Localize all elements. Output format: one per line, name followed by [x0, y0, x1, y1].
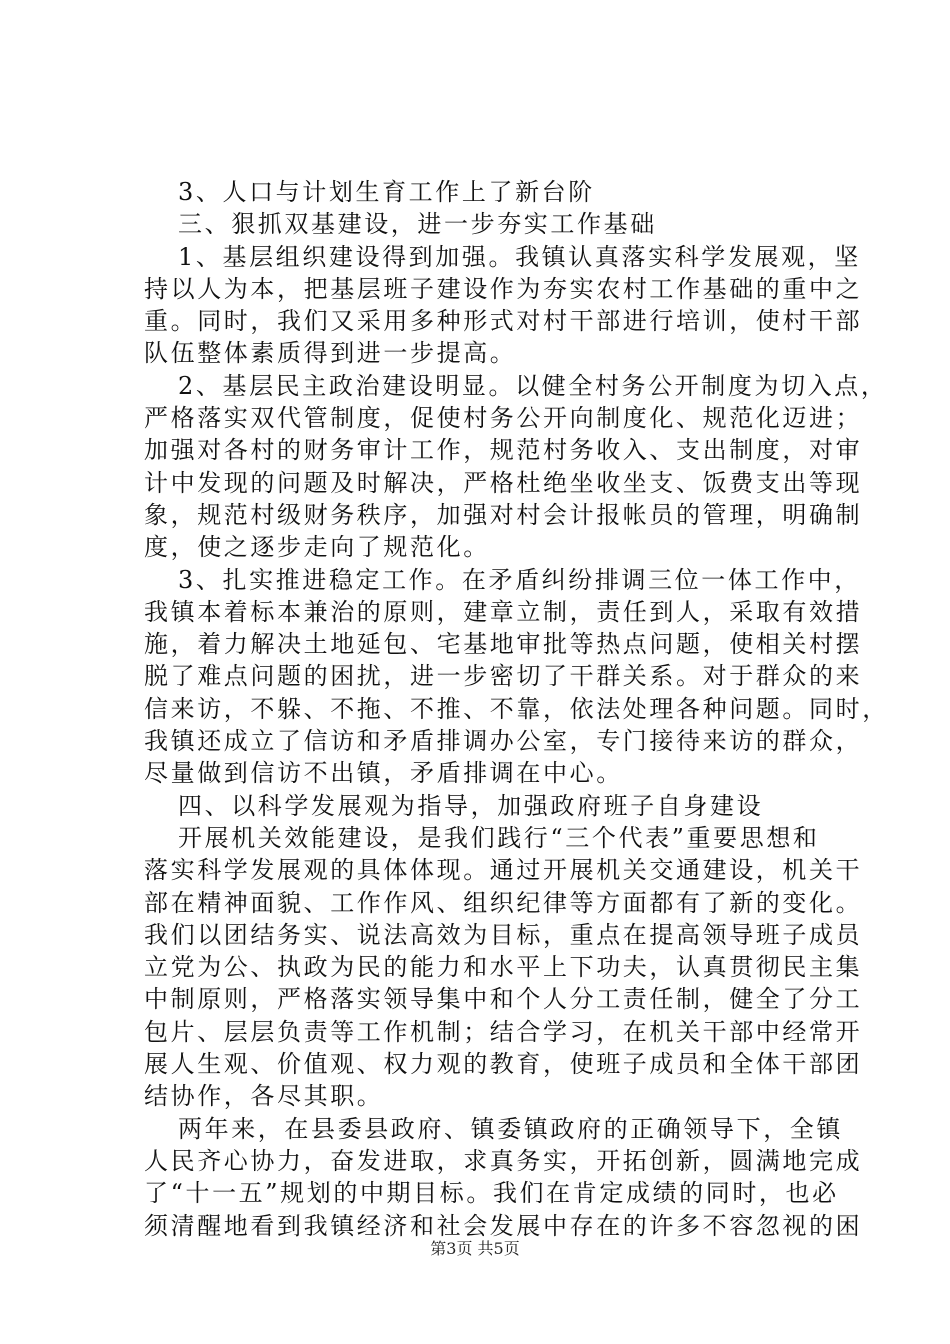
text-line: 包片、层层负责等工作机制；结合学习，在机关干部中经常开 [144, 1017, 863, 1046]
text-line: 两年来，在县委县政府、镇委镇政府的正确领导下，全镇 [178, 1114, 843, 1143]
text-line: 1、基层组织建设得到加强。我镇认真落实科学发展观，坚 [178, 242, 861, 271]
text-line: 象，规范村级财务秩序，加强对村会计报帐员的管理，明确制 [144, 500, 863, 529]
text-line: 须清醒地看到我镇经济和社会发展中存在的许多不容忽视的困 [144, 1211, 863, 1240]
text-line: 我们以团结务实、说法高效为目标，重点在提高领导班子成员 [144, 920, 863, 949]
text-line: 我镇还成立了信访和矛盾排调办公室，专门接待来访的群众， [144, 727, 863, 756]
text-line: 我镇本着标本兼治的原则，建章立制，责任到人，采取有效措 [144, 597, 863, 626]
text-line: 计中发现的问题及时解决，严格杜绝坐收坐支、饭费支出等现 [144, 468, 863, 497]
text-line: 2、基层民主政治建设明显。以健全村务公开制度为切入点， [178, 371, 888, 400]
text-line: 持以人为本，把基层班子建设作为夯实农村工作基础的重中之 [144, 274, 863, 303]
text-line: 3、人口与计划生育工作上了新台阶 [178, 178, 595, 206]
text-line: 了“十一五”规划的中期目标。我们在肯定成绩的同时，也必 [144, 1179, 839, 1208]
text-line: 三、狠抓双基建设，进一步夯实工作基础 [178, 210, 657, 239]
text-line: 脱了难点问题的困扰，进一步密切了干群关系。对于群众的来 [144, 662, 863, 691]
text-line: 部在精神面貌、工作作风、组织纪律等方面都有了新的变化。 [144, 888, 863, 917]
text-line: 展人生观、价值观、权力观的教育，使班子成员和全体干部团 [144, 1050, 863, 1079]
text-line: 重。同时，我们又采用多种形式对村干部进行培训，使村干部 [144, 307, 863, 336]
text-line: 人民齐心协力，奋发进取，求真务实，开拓创新，圆满地完成 [144, 1146, 863, 1175]
text-line: 队伍整体素质得到进一步提高。 [144, 339, 517, 368]
text-line: 四、以科学发展观为指导，加强政府班子自身建设 [178, 791, 764, 820]
text-line: 结协作，各尽其职。 [144, 1082, 384, 1111]
text-line: 立党为公、执政为民的能力和水平上下功夫，认真贯彻民主集 [144, 953, 863, 982]
text-line: 3、扎实推进稳定工作。在矛盾纠纷排调三位一体工作中， [178, 565, 861, 594]
text-line: 中制原则，严格落实领导集中和个人分工责任制，健全了分工 [144, 985, 863, 1014]
document-body [144, 176, 889, 1242]
text-line: 度，使之逐步走向了规范化。 [144, 533, 490, 562]
text-line: 施，着力解决土地延包、宅基地审批等热点问题，使相关村摆 [144, 630, 863, 659]
text-line: 开展机关效能建设，是我们践行“三个代表”重要思想和 [178, 823, 820, 852]
text-line: 尽量做到信访不出镇，矛盾排调在中心。 [144, 759, 623, 788]
text-line: 落实科学发展观的具体体现。通过开展机关交通建设，机关干 [144, 856, 863, 885]
text-line: 信来访，不躲、不拖、不推、不靠，依法处理各种问题。同时， [144, 694, 889, 723]
text-line: 加强对各村的财务审计工作，规范村务收入、支出制度，对审 [144, 436, 863, 465]
text-line: 严格落实双代管制度，促使村务公开向制度化、规范化迈进； [144, 404, 863, 433]
page-footer: 第3页 共5页 [430, 1239, 520, 1258]
